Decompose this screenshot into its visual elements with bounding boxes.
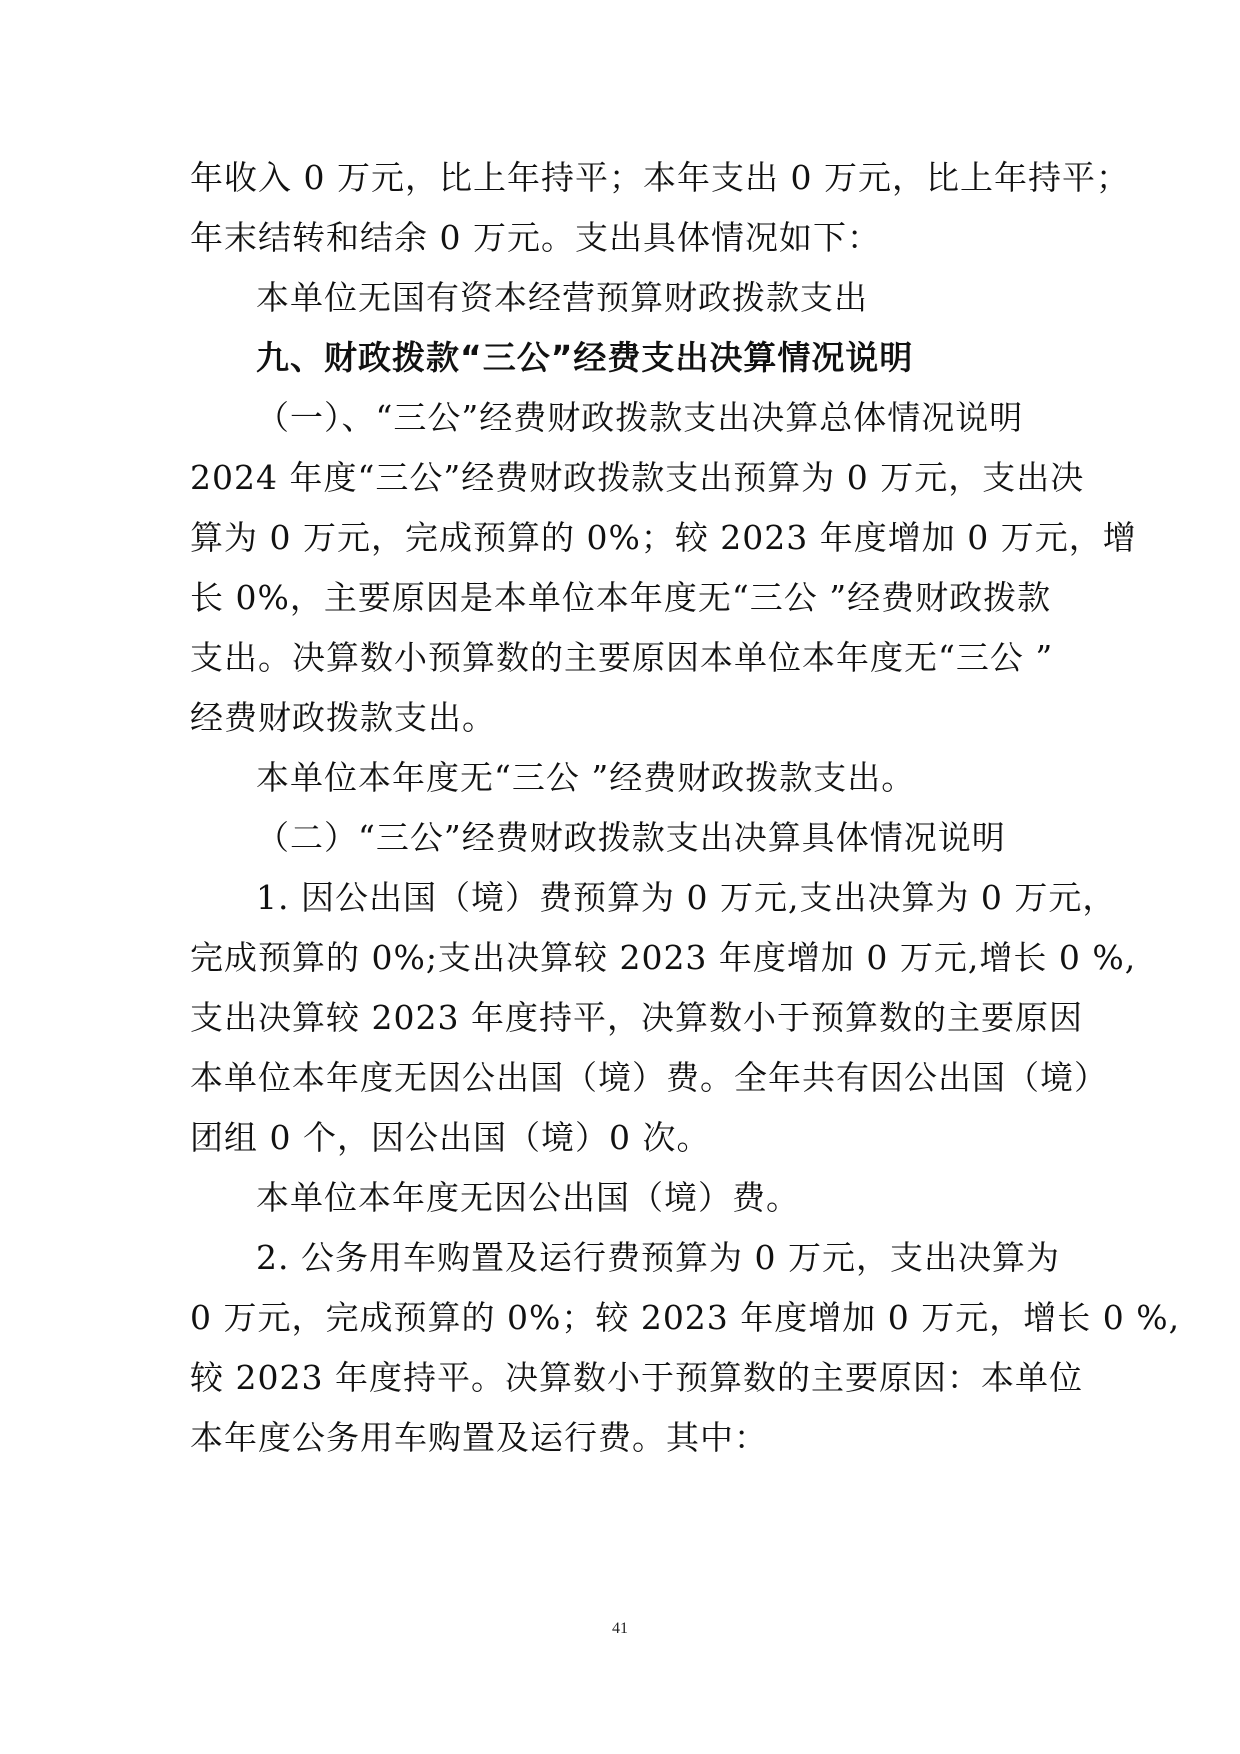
text-line: 完成预算的 0%;支出决算较 2023 年度增加 0 万元,增长 0 %,: [190, 938, 1137, 977]
text-line: 年末结转和结余 0 万元。支出具体情况如下：: [190, 218, 881, 257]
text-line: 年收入 0 万元，比上年持平；本年支出 0 万元，比上年持平；: [190, 158, 1130, 197]
text-line: 本年度公务用车购置及运行费。其中：: [190, 1418, 768, 1457]
page-number: 41: [612, 1620, 628, 1637]
text-line: 团组 0 个，因公出国（境）0 次。: [190, 1118, 711, 1157]
text-line: 支出决算较 2023 年度持平，决算数小于预算数的主要原因: [190, 998, 1083, 1037]
text-line: 0 万元，完成预算的 0%；较 2023 年度增加 0 万元，增长 0 %,: [190, 1298, 1181, 1337]
text-line: 本单位本年度无因公出国（境）费。: [256, 1178, 800, 1217]
text-line: 经费财政拨款支出。: [190, 698, 496, 737]
text-line: 长 0%，主要原因是本单位本年度无“三公 ”经费财政拨款: [190, 578, 1052, 617]
text-line: 1. 因公出国（境）费预算为 0 万元,支出决算为 0 万元，: [256, 878, 1117, 917]
text-line: 算为 0 万元，完成预算的 0%；较 2023 年度增加 0 万元，增: [190, 518, 1137, 557]
text-line: 2024 年度“三公”经费财政拨款支出预算为 0 万元，支出决: [190, 458, 1085, 497]
text-line: 2. 公务用车购置及运行费预算为 0 万元，支出决算为: [256, 1238, 1060, 1277]
text-line: 本单位本年度无“三公 ”经费财政拨款支出。: [256, 758, 916, 797]
section-heading: 九、财政拨款“三公”经费支出决算情况说明: [256, 338, 914, 377]
text-line: 本单位本年度无因公出国（境）费。全年共有因公出国（境）: [190, 1058, 1108, 1097]
text-line: 较 2023 年度持平。决算数小于预算数的主要原因：本单位: [190, 1358, 1083, 1397]
subsection-title: （一）、“三公”经费财政拨款支出决算总体情况说明: [256, 398, 1024, 437]
text-line: 支出。决算数小预算数的主要原因本单位本年度无“三公 ”: [190, 638, 1054, 677]
text-line: 本单位无国有资本经营预算财政拨款支出: [256, 278, 868, 317]
subsection-title: （二）“三公”经费财政拨款支出决算具体情况说明: [256, 818, 1006, 857]
